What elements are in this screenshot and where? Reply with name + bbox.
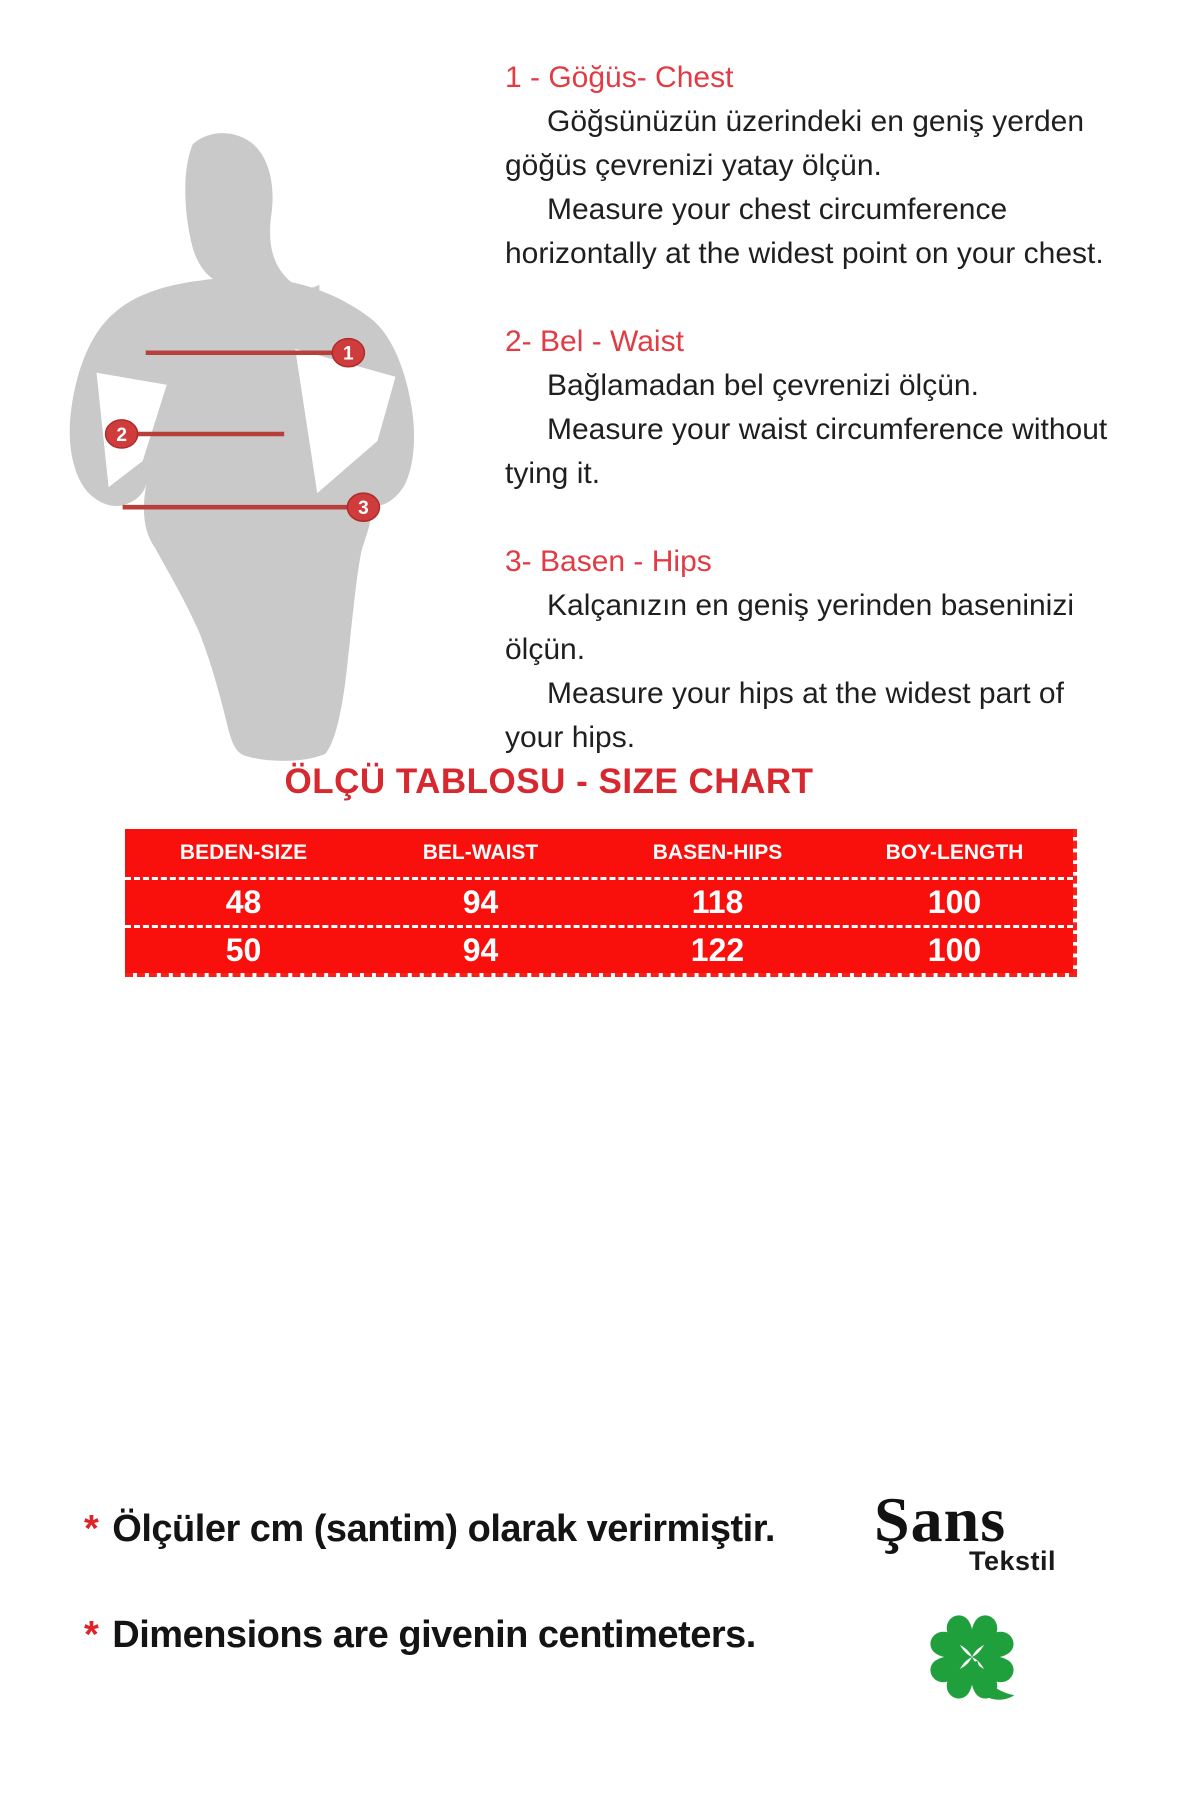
asterisk-icon: *: [84, 1508, 99, 1550]
instruction-section-chest: [505, 56, 1185, 276]
hips-tr-line: ölçün.: [505, 633, 586, 666]
length-value: 100: [927, 884, 982, 920]
brand-name: Şans: [874, 1484, 1007, 1555]
waist-en-line: tying it.: [505, 457, 601, 490]
footnote-english: [84, 1614, 756, 1657]
chest-tr-line: Göğsünüzün üzerindeki en geniş yerden: [547, 105, 1085, 138]
chest-badge-number: 1: [343, 343, 354, 365]
size-chart-title: ÖLÇÜ TABLOSU - SIZE CHART: [284, 762, 814, 801]
column-header-hips: BASEN-HIPS: [652, 841, 783, 864]
column-header-length: BOY-LENGTH: [885, 841, 1024, 864]
hips-section-heading: 3- Basen - Hips: [505, 545, 712, 578]
table-header-row: [125, 829, 1073, 877]
column-header-waist: BEL-WAIST: [422, 841, 539, 864]
chest-tr-line: göğüs çevrenizi yatay ölçün.: [505, 149, 882, 182]
waist-badge-number: 2: [116, 424, 127, 446]
hips-badge: [347, 493, 379, 521]
table-row: [125, 877, 1073, 925]
hips-badge-number: 3: [358, 498, 369, 520]
waist-en-line: Measure your waist circumference without: [547, 413, 1108, 446]
waist-tr-line: Bağlamadan bel çevrenizi ölçün.: [547, 369, 979, 402]
waist-value: 94: [462, 932, 499, 968]
chest-badge: [332, 339, 364, 367]
measurement-instructions: [505, 56, 1185, 804]
hips-en-line: Measure your hips at the widest part of: [547, 677, 1064, 710]
hips-value: 122: [690, 932, 745, 968]
waist-value: 94: [462, 884, 499, 920]
instruction-section-hips: [505, 540, 1185, 760]
size-value: 48: [225, 884, 262, 920]
measurement-figure: [62, 130, 414, 762]
waist-section-heading: 2- Bel - Waist: [505, 325, 684, 358]
hips-en-line: your hips.: [505, 721, 636, 754]
brand-subtitle: Tekstil: [968, 1546, 1056, 1576]
table-row: [125, 925, 1073, 973]
clover-icon: [906, 1587, 1038, 1719]
hips-value: 118: [691, 884, 744, 920]
size-value: 50: [225, 932, 262, 968]
size-chart-table: [125, 829, 1077, 977]
instruction-section-waist: [505, 320, 1185, 496]
footnote-turkish-text: Ölçüler cm (santim) olarak verirmiştir.: [112, 1508, 775, 1550]
chest-section-heading: 1 - Göğüs- Chest: [505, 61, 734, 94]
hips-tr-line: Kalçanızın en geniş yerinden baseninizi: [547, 589, 1075, 622]
chest-en-line: horizontally at the widest point on your chest.: [505, 237, 1104, 270]
footnote-turkish: [84, 1508, 775, 1551]
asterisk-icon: *: [84, 1614, 99, 1656]
brand-logo: [874, 1484, 1084, 1719]
length-value: 100: [927, 932, 982, 968]
footnote-english-text: Dimensions are givenin centimeters.: [112, 1614, 756, 1656]
woman-silhouette-illustration: [62, 130, 414, 762]
waist-badge: [106, 420, 138, 448]
column-header-size: BEDEN-SIZE: [179, 841, 308, 864]
chest-en-line: Measure your chest circumference: [547, 193, 1008, 226]
